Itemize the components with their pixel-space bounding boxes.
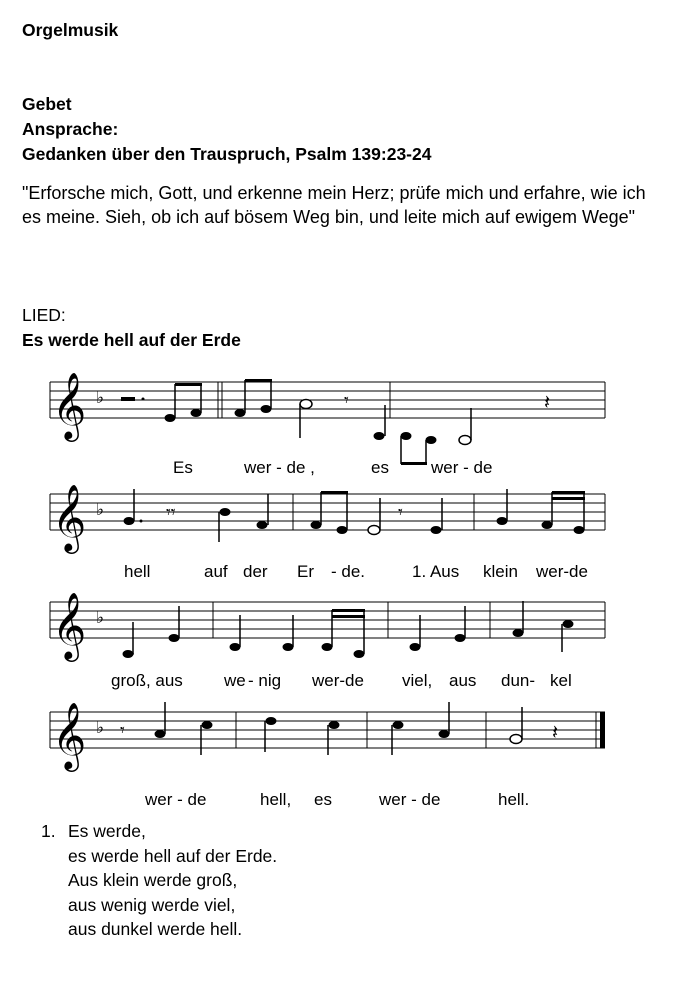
heading-ansprache: Ansprache: [22, 119, 119, 139]
bible-quote: "Erforsche mich, Gott, und erkenne mein Herz; prüfe mich und erfahre, wie ich es meine. Sieh, ob ich auf bösem Weg bin, und leite mich auf ewigem Wege" [22, 183, 646, 227]
lyric: wer-de [536, 562, 588, 581]
lyric: wer - de , [244, 458, 315, 477]
lyric: we [224, 671, 246, 690]
lyric: hell. [498, 790, 530, 809]
lyric: es [314, 790, 332, 809]
music-staff-1 [0, 372, 673, 462]
music-staff-2 [0, 484, 673, 574]
svg-text:𝄽: 𝄽 [544, 390, 551, 414]
verse-line: aus wenig werde viel, [68, 894, 236, 915]
lyric: Er [297, 562, 314, 581]
flat-icon: ♭ [96, 608, 105, 628]
lyric: hell [124, 562, 151, 581]
svg-text:𝄾: 𝄾 [344, 390, 349, 411]
lyric: es [371, 458, 389, 477]
heading-orgelmusik: Orgelmusik [22, 20, 119, 40]
lyric: viel, [402, 671, 433, 690]
lied-label: LIED: [22, 305, 66, 325]
lyric: groß, aus [111, 671, 183, 690]
music-staff-4 [0, 702, 673, 792]
treble-clef-icon: 𝄞 [52, 701, 87, 769]
lyric: wer-de [312, 671, 364, 690]
treble-clef-icon: 𝄞 [52, 371, 87, 439]
lyric: kel [550, 671, 572, 690]
svg-text:𝄾: 𝄾 [398, 502, 403, 523]
music-staff-3 [0, 592, 673, 682]
heading-gedanken: Gedanken über den Trauspruch, Psalm 139:23-24 [22, 144, 432, 164]
lyric: der [243, 562, 268, 581]
verse-text [41, 819, 277, 942]
lyric: aus [449, 671, 477, 690]
lyric: wer - de [379, 790, 441, 809]
svg-text:𝄾: 𝄾 [120, 720, 125, 741]
lyric: Es [173, 458, 193, 477]
heading-gebet: Gebet [22, 94, 72, 114]
treble-clef-icon: 𝄞 [52, 483, 87, 551]
verse-line: aus dunkel werde hell. [68, 919, 243, 939]
verse-number: 1. [41, 821, 56, 841]
flat-icon: ♭ [96, 388, 105, 408]
treble-clef-icon: 𝄞 [52, 591, 87, 659]
verse-line: es werde hell auf der Erde. [68, 845, 278, 866]
lyric: - de. [331, 562, 366, 581]
lyric: dun- [501, 671, 536, 690]
lyric: wer - de [431, 458, 493, 477]
lyric: klein [483, 562, 518, 581]
verse-line: Aus klein werde groß, [68, 870, 238, 890]
lyric: 1. Aus [412, 562, 460, 581]
lyric: auf [204, 562, 228, 581]
lyric: wer - de [145, 790, 207, 809]
lyric: - nig [248, 671, 282, 690]
flat-icon: ♭ [96, 718, 105, 738]
lyric: hell, [260, 790, 292, 809]
svg-text:𝄽: 𝄽 [552, 720, 559, 744]
flat-icon: ♭ [96, 500, 105, 520]
svg-text:𝄾𝄾: 𝄾𝄾 [166, 502, 176, 523]
lied-title: Es werde hell auf der Erde [22, 330, 241, 350]
verse-line: Es werde, [68, 821, 146, 841]
